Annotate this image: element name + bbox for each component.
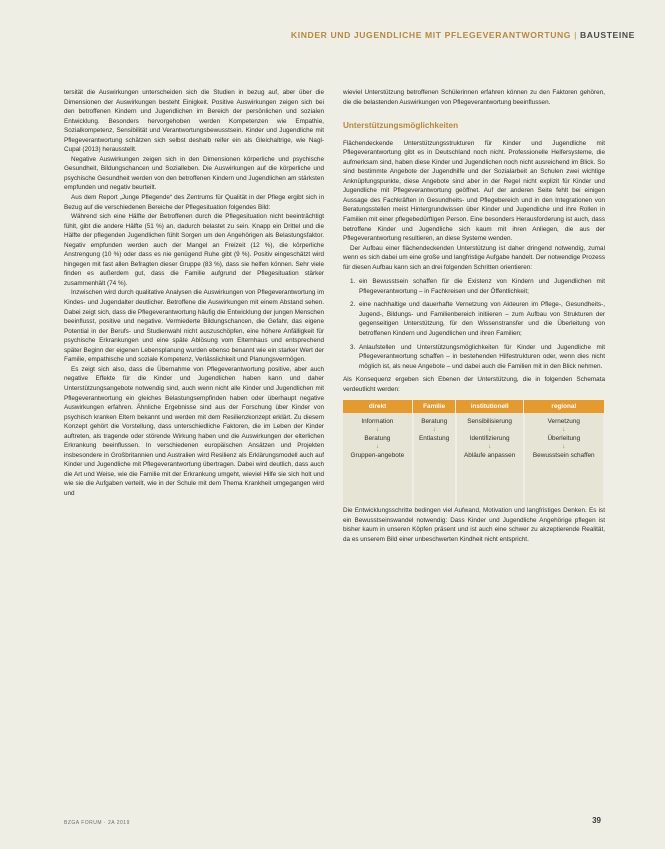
step-label: Abläufe anpassen [464,452,516,460]
arrow-down-icon: ↓ [562,427,566,434]
arrow-down-icon: ↓ [562,444,566,451]
table-cell [413,413,456,506]
list-item: 2. eine nachhaltige und dauerhafte Vernetzung von Akteuren im Pflege-, Gesundheits-, Jugend-, Bildungs- und Familienbereich initiieren – zum Aufbau von Strukturen der gegenseitigen Unterstützung, für den Wissenstransfer und die Überleitung von betroffenen Kindern und Jugendlichen und ihren Familien; [357,300,605,338]
paragraph: tersität die Auswirkungen unterscheiden sich die Studien in bezug auf, aber über die Dimensionen der Auswirkungen besteht Einigkeit. Positive Auswirkungen zeigen sich bei den betroffenen Kindern und Jugendlichen im Bereich der persönlichen und sozialen Entwicklung. Besonders hervorgehoben werden Kompetenzen wie Empathie, Sozialkompetenz, Sensibilität und Verantwortungsbewusstsein. Kinder und Jugendliche mit Pflegeverantwortung schätzen sich selbst deshalb reifer ein als Gleichaltrige, wie Nagl-Cupal (2013) herausstellt. [64,89,324,154]
table-header: Familie [413,400,456,413]
left-column [64,88,324,499]
arrow-down-icon: ↓ [375,427,379,434]
step-label: Sensibilisierung [467,418,512,426]
paragraph: Negative Auswirkungen zeigen sich in den Dimensionen körperliche und psychische Gesundheit, Bildungschancen und Sozialleben. Die Auswirkungen auf die körperliche und psychische Gesundheit werden von den betroffenen Kindern und Jugendlichen am stärksten empfunden und negativ beurteilt. [64,155,324,192]
paragraph: Als Konsequenz ergeben sich Ebenen der Unterstützung, die in folgenden Schemata verdeutlicht werden: [343,376,605,393]
table-cell [343,413,413,506]
list-item: 1. ein Bewusstsein schaffen für die Existenz von Kindern und Jugendlichen mit Pflegeverantwortung – in Fachkreisen und der Öffentlichkeit; [357,277,605,296]
table-cell [524,413,604,506]
section-heading: Unterstützungsmöglichkeiten [343,121,459,131]
paragraph: Während sich eine Hälfte der Betroffenen durch die Pflegesituation nicht beeinträchtigt fühlt, gibt die andere Hälfte (51 %) an, dadurch belastet zu sein. Knapp ein Drittel und die Hälfte der pflegenden Jugendlichen fühlt Sorgen um den Angehörigen als Belastungsfaktor. Negativ empfunden werden auch der Mangel an Freizeit (12 %), die körperliche Anstrengung (10 %) oder dass es nie genügend Ruhe gibt (9 %). Positiv eingeschätzt wird hingegen mit fast allen Befragten dieser Gruppe (83 %), dass sie helfen können. Sehr viele finden es außerdem gut, dass die Familie aufgrund der Pflegesituation stärker zusammenhält (74 %). [64,213,324,287]
step-label: Information [361,418,394,426]
header-title: KINDER UND JUGENDLICHE MIT PFLEGEVERANTWORTUNG [290,30,572,40]
header-section: BAUSTEINE [579,30,635,40]
step-label: Bewusstsein schaffen [532,452,595,460]
right-column [343,88,605,545]
table-header: regional [524,400,604,413]
step-label: Gruppen-angebote [350,452,405,460]
paragraph: Es zeigt sich also, dass die Übernahme von Pflegeverantwortung positive, aber auch negative Effekte für die Kinder und Jugendlichen haben kann und daher Unterstützungsangebote notwendig sind, auch wenn nicht alle Kinder und Jugendlichen mit Pflegeverantwortung ein gleiches Belastungsempfinden haben oder überhaupt negative Auswirkungen erfahren. Ähnliche Ergebnisse sind aus der Forschung über Kinder von psychisch kranken Eltern bekannt und werden mit dem Resilienzkonzept erklärt. Zu diesem Konzept gehört die Vorstellung, dass unterschiedliche Faktoren, die im Leben der Kinder auftreten, als tragende oder störende Wirkung haben und die Auswirkungen der elterlichen Erkrankung beeinflussen. In verschiedenen europäischen Ansätzen und Projekten insbesondere in Großbritannien und Australien wird Resilienz als Erklärungsmodell auch auf Kinder und Jugendliche mit Pflegeverantwortung übertragen. Dabei wird deutlich, dass auch die Art und Weise, wie die Familie mit der Erkrankung umgeht, wieviel Hilfe sie sich holt und wie sie die Aufgaben verteilt, wie in der Schule mit dem Thema Krankheit umgegangen wird und [64,365,324,497]
paragraph: Die Entwicklungsschritte bedingen viel Aufwand, Motivation und langfristiges Denken. Es ist ein Bewusstseinswandel notwendig: Dass Kinder und Jugendliche Angehörige pflegen ist bisher kaum in unseren Köpfen präsent und ist auch eine schwer zu akzeptierende Realität, da es unserem Bild einer unbeschwerten Kindheit nicht entspricht. [343,507,605,543]
table-cell [456,413,524,506]
page-number: 39 [592,816,601,825]
paragraph: Flächendeckende Unterstützungsstrukturen für Kinder und Jugendliche mit Pflegeverantwortung gibt es in Deutschland noch nicht. Professionelle Helfersysteme, die aufmerksam sind, haben diese Kinder und Jugendlichen noch nicht ausreichend im Blick. So sind bestimmte Angebote der Jugendhilfe und der Sozialarbeit an Schulen zwei wichtige Anknüpfungspunkte, diese Angebote sind aber in der Regel nicht explizit für Kinder und Jugendliche mit Pflegeverantwortung geöffnet. Auf der anderen Seite fehlt bei einigen Aussage des Fachkräften in Gesundheits- und Pflegebereich und in den Integrationen von Beratungsstellen meist Hintergrundwissen über Kinder und Jugendliche und ihre Rollen in Familien mit einer pflegebedürftigen Person. Eine besonders Herausforderung ist auch, dass betroffene Kinder und Jugendliche sich kaum mit ihren Anliegen, die aus der Pflegeverantwortung resultieren, an diese Systeme wenden. [343,139,605,243]
step-label: Entlastung [419,435,450,443]
arrow-down-icon: ↓ [432,427,436,434]
table-header: direkt [343,400,413,413]
step-label: Überleitung [547,435,581,443]
arrow-down-icon: ↓ [488,444,492,451]
arrow-down-icon: ↓ [488,427,492,434]
footer-publication: BZGA FORUM · 2A 2019 [64,820,130,826]
paragraph: Inzwischen wird durch qualitative Analysen die Auswirkungen von Pflegeverantwortung im Kindes- und Jugendalter deutlicher. Betroffene die Auswirkungen mit einem Abstand sehen. Dabei zeigt sich, dass die Pflegeverantwortung häufig die Entwicklung der jungen Menschen beeinflusst, positive und negative. Vermiederte Bildungschancen, die Gefahr, das eigene Potential in der Berufs- und Studienwahl nicht auszuschöpfen, eine höhere Anfälligkeit für psychische Erkrankungen und eine späte Ablösung vom Elternhaus und entsprechend später Beginn der eigenen Lebensplanung wurden ebenso benannt wie ein starker Wert der Familie, empathische und soziale Kompetenz, Verlässlichkeit und Planungsvermögen. [64,289,324,364]
paragraph: Der Aufbau einer flächendeckenden Unterstützung ist daher dringend notwendig, zumal wenn es sich dabei um eine große und langfristige Aufgabe handelt. Der notwendige Prozess für diesen Aufbau kann sich an drei folgenden Schritten orientieren: [343,244,605,271]
list-item: 3. Anlaufstellen und Unterstützungsmöglichkeiten für Kinder und Jugendliche mit Pflegeverantwortung schaffen – in bestehenden Hilfestrukturen oder, wenn dies nicht möglich ist, als neue Angebote – und dabei auch die Familien mit in den Blick nehmen. [357,343,605,372]
step-label: Beratung [364,435,391,443]
table-header: institutionell [456,400,524,413]
steps-list [343,277,605,371]
paragraph: Aus dem Report „Junge Pflegende“ des Zentrums für Qualität in der Pflege ergibt sich in Bezug auf die verschiedenen Bereiche der Pflegesituation folgendes Bild: [64,194,324,211]
step-label: Identifizierung [469,435,510,443]
step-label: Beratung [421,418,448,426]
running-header: KINDER UND JUGENDLICHE MIT PFLEGEVERANTWORTUNG | BAUSTEINE [290,30,635,40]
step-label: Vernetzung [547,418,580,426]
support-levels-table [343,400,605,506]
paragraph: wieviel Unterstützung betroffenen Schülerinnen erfahren können zu den Faktoren gehören, die die belastenden Auswirkungen von Pflegeverantwortung beeinflussen. [343,89,605,106]
arrow-down-icon: ↓ [375,444,379,451]
